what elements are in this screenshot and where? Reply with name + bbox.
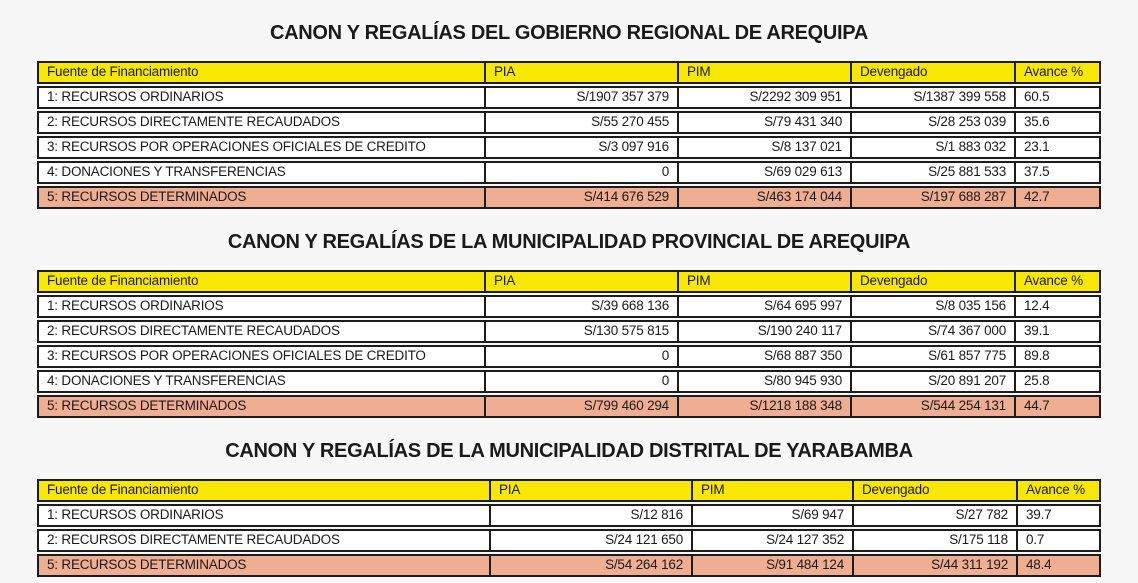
col-header-avance: Avance % [1016, 479, 1101, 502]
cell-pim: S/463 174 044 [677, 186, 850, 209]
cell-pia: S/24 121 650 [489, 529, 691, 552]
cell-pim: S/8 137 021 [677, 136, 850, 159]
total-row [37, 186, 1101, 209]
table-row [37, 529, 1101, 552]
table-row [37, 295, 1101, 318]
table-row [37, 111, 1101, 134]
cell-pim: S/68 887 350 [677, 345, 850, 368]
cell-pia: S/414 676 529 [484, 186, 677, 209]
table-row [37, 345, 1101, 368]
cell-avance: 60.5 [1014, 86, 1101, 109]
table-title: CANON Y REGALÍAS DE LA MUNICIPALIDAD DISTRITAL DE YARABAMBA [225, 440, 913, 462]
cell-avance: 37.5 [1014, 161, 1101, 184]
section-municipalidad-provincial [37, 230, 1101, 420]
cell-avance: 39.1 [1014, 320, 1101, 343]
cell-pim: S/69 029 613 [677, 161, 850, 184]
cell-avance: 42.7 [1014, 186, 1101, 209]
cell-pim: S/64 695 997 [677, 295, 850, 318]
cell-devengado: S/175 118 [852, 529, 1016, 552]
cell-devengado: S/44 311 192 [852, 554, 1016, 577]
table-row [37, 320, 1101, 343]
cell-pim: S/79 431 340 [677, 111, 850, 134]
cell-devengado: S/25 881 533 [850, 161, 1014, 184]
cell-pim: S/91 484 124 [691, 554, 852, 577]
cell-devengado: S/8 035 156 [850, 295, 1014, 318]
total-row [37, 554, 1101, 577]
cell-pim: S/1218 188 348 [677, 395, 850, 418]
cell-pia: 0 [484, 345, 677, 368]
cell-fuente: 5: RECURSOS DETERMINADOS [37, 554, 489, 577]
cell-devengado: S/74 367 000 [850, 320, 1014, 343]
col-header-avance: Avance % [1014, 270, 1101, 293]
table-title: CANON Y REGALÍAS DEL GOBIERNO REGIONAL DE AREQUIPA [269, 22, 869, 44]
cell-avance: 35.6 [1014, 111, 1101, 134]
col-header-devengado: Devengado [850, 270, 1014, 293]
col-header-avance: Avance % [1014, 61, 1101, 84]
table-gobierno-regional [37, 59, 1101, 211]
col-header-pia: PIA [484, 61, 677, 84]
cell-pia: S/54 264 162 [489, 554, 691, 577]
total-row [37, 395, 1101, 418]
cell-avance: 25.8 [1014, 370, 1101, 393]
cell-pia: 0 [484, 161, 677, 184]
cell-devengado: S/61 857 775 [850, 345, 1014, 368]
col-header-devengado: Devengado [850, 61, 1014, 84]
col-header-fuente: Fuente de Financiamiento [37, 61, 484, 84]
cell-pim: S/2292 309 951 [677, 86, 850, 109]
col-header-pim: PIM [677, 61, 850, 84]
col-header-pim: PIM [677, 270, 850, 293]
section-gobierno-regional [37, 21, 1101, 211]
cell-fuente: 5: RECURSOS DETERMINADOS [37, 395, 484, 418]
table-row [37, 136, 1101, 159]
cell-devengado: S/28 253 039 [850, 111, 1014, 134]
col-header-pia: PIA [484, 270, 677, 293]
cell-devengado: S/1387 399 558 [850, 86, 1014, 109]
cell-devengado: S/1 883 032 [850, 136, 1014, 159]
cell-pia: S/3 097 916 [484, 136, 677, 159]
col-header-fuente: Fuente de Financiamiento [37, 479, 489, 502]
cell-fuente: 1: RECURSOS ORDINARIOS [37, 295, 484, 318]
table-row [37, 504, 1101, 527]
cell-avance: 23.1 [1014, 136, 1101, 159]
table-row [37, 370, 1101, 393]
cell-pim: S/24 127 352 [691, 529, 852, 552]
cell-fuente: 2: RECURSOS DIRECTAMENTE RECAUDADOS [37, 320, 484, 343]
cell-fuente: 1: RECURSOS ORDINARIOS [37, 86, 484, 109]
table-municipalidad-provincial [37, 268, 1101, 420]
cell-pia: S/130 575 815 [484, 320, 677, 343]
cell-fuente: 4: DONACIONES Y TRANSFERENCIAS [37, 161, 484, 184]
cell-devengado: S/20 891 207 [850, 370, 1014, 393]
cell-fuente: 2: RECURSOS DIRECTAMENTE RECAUDADOS [37, 111, 484, 134]
table-row [37, 161, 1101, 184]
cell-pia: S/55 270 455 [484, 111, 677, 134]
header-row [37, 61, 1101, 84]
cell-pia: 0 [484, 370, 677, 393]
header-row [37, 479, 1101, 502]
cell-pim: S/190 240 117 [677, 320, 850, 343]
cell-pim: S/80 945 930 [677, 370, 850, 393]
cell-fuente: 5: RECURSOS DETERMINADOS [37, 186, 484, 209]
cell-avance: 12.4 [1014, 295, 1101, 318]
cell-fuente: 4: DONACIONES Y TRANSFERENCIAS [37, 370, 484, 393]
cell-pia: S/39 668 136 [484, 295, 677, 318]
cell-avance: 44.7 [1014, 395, 1101, 418]
col-header-pim: PIM [691, 479, 852, 502]
cell-fuente: 2: RECURSOS DIRECTAMENTE RECAUDADOS [37, 529, 489, 552]
cell-avance: 39.7 [1016, 504, 1101, 527]
cell-fuente: 3: RECURSOS POR OPERACIONES OFICIALES DE CREDITO [37, 136, 484, 159]
table-municipalidad-distrital [37, 477, 1101, 579]
cell-devengado: S/197 688 287 [850, 186, 1014, 209]
cell-devengado: S/27 782 [852, 504, 1016, 527]
col-header-pia: PIA [489, 479, 691, 502]
section-municipalidad-distrital [37, 439, 1101, 579]
cell-pia: S/1907 357 379 [484, 86, 677, 109]
table-row [37, 86, 1101, 109]
col-header-fuente: Fuente de Financiamiento [37, 270, 484, 293]
cell-pim: S/69 947 [691, 504, 852, 527]
cell-pia: S/799 460 294 [484, 395, 677, 418]
cell-avance: 89.8 [1014, 345, 1101, 368]
cell-fuente: 3: RECURSOS POR OPERACIONES OFICIALES DE CREDITO [37, 345, 484, 368]
header-row [37, 270, 1101, 293]
table-title: CANON Y REGALÍAS DE LA MUNICIPALIDAD PROVINCIAL DE AREQUIPA [227, 231, 911, 253]
col-header-devengado: Devengado [852, 479, 1016, 502]
cell-devengado: S/544 254 131 [850, 395, 1014, 418]
cell-avance: 0.7 [1016, 529, 1101, 552]
cell-pia: S/12 816 [489, 504, 691, 527]
cell-avance: 48.4 [1016, 554, 1101, 577]
cell-fuente: 1: RECURSOS ORDINARIOS [37, 504, 489, 527]
